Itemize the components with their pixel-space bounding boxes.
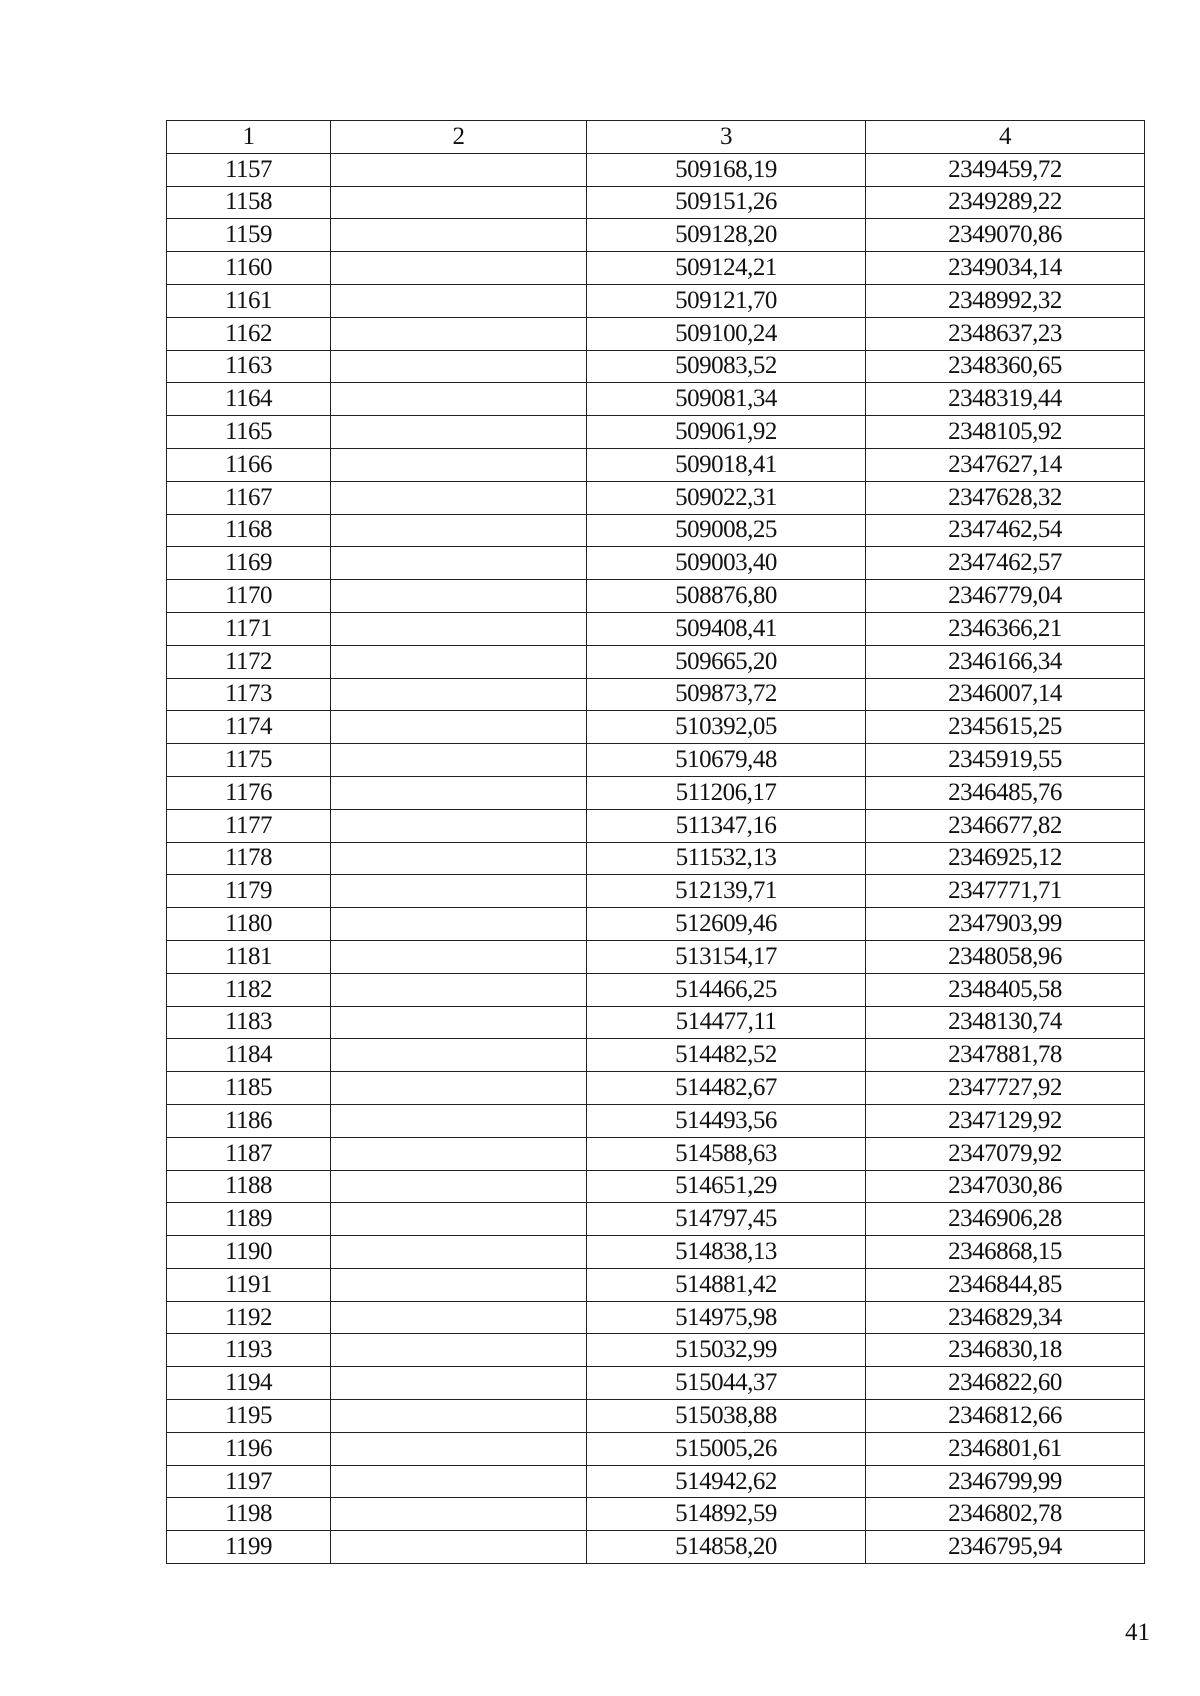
table-row — [167, 284, 1145, 317]
description-cell — [331, 1367, 587, 1400]
y-coordinate-cell: 2348130,74 — [866, 1006, 1145, 1039]
y-coordinate-cell: 2348405,58 — [866, 973, 1145, 1006]
x-coordinate-cell: 514482,67 — [587, 1072, 866, 1105]
description-cell — [331, 1268, 587, 1301]
x-coordinate-cell: 512139,71 — [587, 875, 866, 908]
x-coordinate-cell: 510679,48 — [587, 744, 866, 777]
x-coordinate-cell: 515038,88 — [587, 1400, 866, 1433]
y-coordinate-cell: 2347628,32 — [866, 481, 1145, 514]
column-header: 3 — [587, 121, 866, 154]
table-row — [167, 1072, 1145, 1105]
table-row — [167, 1268, 1145, 1301]
point-number-cell: 1190 — [167, 1236, 331, 1269]
description-cell — [331, 678, 587, 711]
table-row — [167, 645, 1145, 678]
y-coordinate-cell: 2347129,92 — [866, 1104, 1145, 1137]
x-coordinate-cell: 509081,34 — [587, 383, 866, 416]
y-coordinate-cell: 2345615,25 — [866, 711, 1145, 744]
x-coordinate-cell: 514466,25 — [587, 973, 866, 1006]
x-coordinate-cell: 515032,99 — [587, 1334, 866, 1367]
description-cell — [331, 1072, 587, 1105]
table-row — [167, 1006, 1145, 1039]
description-cell — [331, 940, 587, 973]
point-number-cell: 1178 — [167, 842, 331, 875]
y-coordinate-cell: 2346868,15 — [866, 1236, 1145, 1269]
x-coordinate-cell: 509128,20 — [587, 219, 866, 252]
x-coordinate-cell: 509018,41 — [587, 448, 866, 481]
x-coordinate-cell: 512609,46 — [587, 908, 866, 941]
x-coordinate-cell: 509408,41 — [587, 612, 866, 645]
description-cell — [331, 153, 587, 186]
description-cell — [331, 1531, 587, 1564]
y-coordinate-cell: 2347462,54 — [866, 514, 1145, 547]
x-coordinate-cell: 509665,20 — [587, 645, 866, 678]
description-cell — [331, 1465, 587, 1498]
point-number-cell: 1160 — [167, 252, 331, 285]
x-coordinate-cell: 509873,72 — [587, 678, 866, 711]
description-cell — [331, 186, 587, 219]
y-coordinate-cell: 2348360,65 — [866, 350, 1145, 383]
table-header-row — [167, 121, 1145, 154]
x-coordinate-cell: 509061,92 — [587, 416, 866, 449]
description-cell — [331, 1236, 587, 1269]
table-row — [167, 711, 1145, 744]
x-coordinate-cell: 514975,98 — [587, 1301, 866, 1334]
point-number-cell: 1189 — [167, 1203, 331, 1236]
y-coordinate-cell: 2346799,99 — [866, 1465, 1145, 1498]
x-coordinate-cell: 509008,25 — [587, 514, 866, 547]
point-number-cell: 1193 — [167, 1334, 331, 1367]
table-row — [167, 317, 1145, 350]
table-row — [167, 1531, 1145, 1564]
table-row — [167, 1432, 1145, 1465]
table-row — [167, 514, 1145, 547]
table-body — [167, 153, 1145, 1563]
description-cell — [331, 219, 587, 252]
x-coordinate-cell: 509100,24 — [587, 317, 866, 350]
table-row — [167, 612, 1145, 645]
table-row — [167, 1137, 1145, 1170]
point-number-cell: 1157 — [167, 153, 331, 186]
x-coordinate-cell: 509022,31 — [587, 481, 866, 514]
x-coordinate-cell: 514942,62 — [587, 1465, 866, 1498]
table-row — [167, 448, 1145, 481]
x-coordinate-cell: 514881,42 — [587, 1268, 866, 1301]
x-coordinate-cell: 514588,63 — [587, 1137, 866, 1170]
table-row — [167, 350, 1145, 383]
description-cell — [331, 612, 587, 645]
point-number-cell: 1162 — [167, 317, 331, 350]
point-number-cell: 1188 — [167, 1170, 331, 1203]
point-number-cell: 1187 — [167, 1137, 331, 1170]
point-number-cell: 1173 — [167, 678, 331, 711]
y-coordinate-cell: 2349289,22 — [866, 186, 1145, 219]
x-coordinate-cell: 514892,59 — [587, 1498, 866, 1531]
table-row — [167, 1170, 1145, 1203]
column-header: 2 — [331, 121, 587, 154]
x-coordinate-cell: 509121,70 — [587, 284, 866, 317]
point-number-cell: 1197 — [167, 1465, 331, 1498]
table-row — [167, 875, 1145, 908]
point-number-cell: 1180 — [167, 908, 331, 941]
y-coordinate-cell: 2346906,28 — [866, 1203, 1145, 1236]
column-header: 4 — [866, 121, 1145, 154]
y-coordinate-cell: 2346166,34 — [866, 645, 1145, 678]
description-cell — [331, 416, 587, 449]
x-coordinate-cell: 514651,29 — [587, 1170, 866, 1203]
y-coordinate-cell: 2346677,82 — [866, 809, 1145, 842]
x-coordinate-cell: 509003,40 — [587, 547, 866, 580]
point-number-cell: 1168 — [167, 514, 331, 547]
y-coordinate-cell: 2349459,72 — [866, 153, 1145, 186]
y-coordinate-cell: 2346795,94 — [866, 1531, 1145, 1564]
y-coordinate-cell: 2348058,96 — [866, 940, 1145, 973]
point-number-cell: 1165 — [167, 416, 331, 449]
table-row — [167, 940, 1145, 973]
point-number-cell: 1161 — [167, 284, 331, 317]
x-coordinate-cell: 509124,21 — [587, 252, 866, 285]
x-coordinate-cell: 514797,45 — [587, 1203, 866, 1236]
point-number-cell: 1159 — [167, 219, 331, 252]
y-coordinate-cell: 2347079,92 — [866, 1137, 1145, 1170]
page-number: 41 — [1125, 1619, 1150, 1646]
description-cell — [331, 1432, 587, 1465]
y-coordinate-cell: 2346485,76 — [866, 776, 1145, 809]
description-cell — [331, 744, 587, 777]
table-row — [167, 383, 1145, 416]
table-row — [167, 908, 1145, 941]
table-row — [167, 776, 1145, 809]
point-number-cell: 1185 — [167, 1072, 331, 1105]
table-row — [167, 1301, 1145, 1334]
point-number-cell: 1174 — [167, 711, 331, 744]
description-cell — [331, 842, 587, 875]
table-row — [167, 1465, 1145, 1498]
description-cell — [331, 317, 587, 350]
y-coordinate-cell: 2348637,23 — [866, 317, 1145, 350]
description-cell — [331, 448, 587, 481]
description-cell — [331, 350, 587, 383]
point-number-cell: 1198 — [167, 1498, 331, 1531]
y-coordinate-cell: 2346779,04 — [866, 580, 1145, 613]
description-cell — [331, 1006, 587, 1039]
coordinates-table — [166, 120, 1145, 1564]
table-row — [167, 547, 1145, 580]
table-row — [167, 580, 1145, 613]
description-cell — [331, 1301, 587, 1334]
point-number-cell: 1177 — [167, 809, 331, 842]
table-row — [167, 219, 1145, 252]
point-number-cell: 1167 — [167, 481, 331, 514]
description-cell — [331, 809, 587, 842]
point-number-cell: 1196 — [167, 1432, 331, 1465]
description-cell — [331, 1170, 587, 1203]
column-header: 1 — [167, 121, 331, 154]
y-coordinate-cell: 2348319,44 — [866, 383, 1145, 416]
y-coordinate-cell: 2346822,60 — [866, 1367, 1145, 1400]
point-number-cell: 1186 — [167, 1104, 331, 1137]
point-number-cell: 1192 — [167, 1301, 331, 1334]
x-coordinate-cell: 515044,37 — [587, 1367, 866, 1400]
x-coordinate-cell: 508876,80 — [587, 580, 866, 613]
y-coordinate-cell: 2346366,21 — [866, 612, 1145, 645]
point-number-cell: 1199 — [167, 1531, 331, 1564]
point-number-cell: 1179 — [167, 875, 331, 908]
table-row — [167, 481, 1145, 514]
table-row — [167, 1367, 1145, 1400]
description-cell — [331, 580, 587, 613]
description-cell — [331, 776, 587, 809]
description-cell — [331, 645, 587, 678]
y-coordinate-cell: 2346802,78 — [866, 1498, 1145, 1531]
point-number-cell: 1191 — [167, 1268, 331, 1301]
description-cell — [331, 284, 587, 317]
description-cell — [331, 481, 587, 514]
table-row — [167, 186, 1145, 219]
x-coordinate-cell: 511532,13 — [587, 842, 866, 875]
y-coordinate-cell: 2347030,86 — [866, 1170, 1145, 1203]
point-number-cell: 1172 — [167, 645, 331, 678]
description-cell — [331, 1498, 587, 1531]
x-coordinate-cell: 509151,26 — [587, 186, 866, 219]
x-coordinate-cell: 511206,17 — [587, 776, 866, 809]
point-number-cell: 1183 — [167, 1006, 331, 1039]
y-coordinate-cell: 2346925,12 — [866, 842, 1145, 875]
x-coordinate-cell: 509083,52 — [587, 350, 866, 383]
description-cell — [331, 514, 587, 547]
x-coordinate-cell: 514482,52 — [587, 1039, 866, 1072]
point-number-cell: 1181 — [167, 940, 331, 973]
point-number-cell: 1175 — [167, 744, 331, 777]
table-row — [167, 1400, 1145, 1433]
table-row — [167, 809, 1145, 842]
table-row — [167, 1104, 1145, 1137]
description-cell — [331, 973, 587, 1006]
y-coordinate-cell: 2346829,34 — [866, 1301, 1145, 1334]
y-coordinate-cell: 2347881,78 — [866, 1039, 1145, 1072]
y-coordinate-cell: 2348992,32 — [866, 284, 1145, 317]
table-row — [167, 678, 1145, 711]
description-cell — [331, 383, 587, 416]
point-number-cell: 1171 — [167, 612, 331, 645]
table-row — [167, 744, 1145, 777]
description-cell — [331, 1203, 587, 1236]
description-cell — [331, 547, 587, 580]
y-coordinate-cell: 2347727,92 — [866, 1072, 1145, 1105]
x-coordinate-cell: 514493,56 — [587, 1104, 866, 1137]
x-coordinate-cell: 510392,05 — [587, 711, 866, 744]
description-cell — [331, 908, 587, 941]
x-coordinate-cell: 514838,13 — [587, 1236, 866, 1269]
x-coordinate-cell: 511347,16 — [587, 809, 866, 842]
point-number-cell: 1158 — [167, 186, 331, 219]
point-number-cell: 1164 — [167, 383, 331, 416]
y-coordinate-cell: 2347903,99 — [866, 908, 1145, 941]
point-number-cell: 1166 — [167, 448, 331, 481]
description-cell — [331, 1137, 587, 1170]
description-cell — [331, 1039, 587, 1072]
table-row — [167, 973, 1145, 1006]
point-number-cell: 1194 — [167, 1367, 331, 1400]
description-cell — [331, 711, 587, 744]
point-number-cell: 1163 — [167, 350, 331, 383]
table-row — [167, 1039, 1145, 1072]
y-coordinate-cell: 2349034,14 — [866, 252, 1145, 285]
description-cell — [331, 875, 587, 908]
y-coordinate-cell: 2348105,92 — [866, 416, 1145, 449]
y-coordinate-cell: 2345919,55 — [866, 744, 1145, 777]
table-row — [167, 1236, 1145, 1269]
x-coordinate-cell: 514858,20 — [587, 1531, 866, 1564]
table-row — [167, 153, 1145, 186]
y-coordinate-cell: 2346801,61 — [866, 1432, 1145, 1465]
table-row — [167, 416, 1145, 449]
table-row — [167, 1203, 1145, 1236]
table-row — [167, 1334, 1145, 1367]
table-row — [167, 842, 1145, 875]
point-number-cell: 1195 — [167, 1400, 331, 1433]
point-number-cell: 1184 — [167, 1039, 331, 1072]
point-number-cell: 1169 — [167, 547, 331, 580]
y-coordinate-cell: 2347771,71 — [866, 875, 1145, 908]
y-coordinate-cell: 2347462,57 — [866, 547, 1145, 580]
x-coordinate-cell: 513154,17 — [587, 940, 866, 973]
x-coordinate-cell: 515005,26 — [587, 1432, 866, 1465]
y-coordinate-cell: 2347627,14 — [866, 448, 1145, 481]
point-number-cell: 1182 — [167, 973, 331, 1006]
description-cell — [331, 1400, 587, 1433]
description-cell — [331, 1334, 587, 1367]
y-coordinate-cell: 2346830,18 — [866, 1334, 1145, 1367]
y-coordinate-cell: 2346007,14 — [866, 678, 1145, 711]
description-cell — [331, 252, 587, 285]
description-cell — [331, 1104, 587, 1137]
y-coordinate-cell: 2346844,85 — [866, 1268, 1145, 1301]
x-coordinate-cell: 514477,11 — [587, 1006, 866, 1039]
y-coordinate-cell: 2349070,86 — [866, 219, 1145, 252]
table-row — [167, 252, 1145, 285]
point-number-cell: 1176 — [167, 776, 331, 809]
y-coordinate-cell: 2346812,66 — [866, 1400, 1145, 1433]
table-row — [167, 1498, 1145, 1531]
x-coordinate-cell: 509168,19 — [587, 153, 866, 186]
point-number-cell: 1170 — [167, 580, 331, 613]
